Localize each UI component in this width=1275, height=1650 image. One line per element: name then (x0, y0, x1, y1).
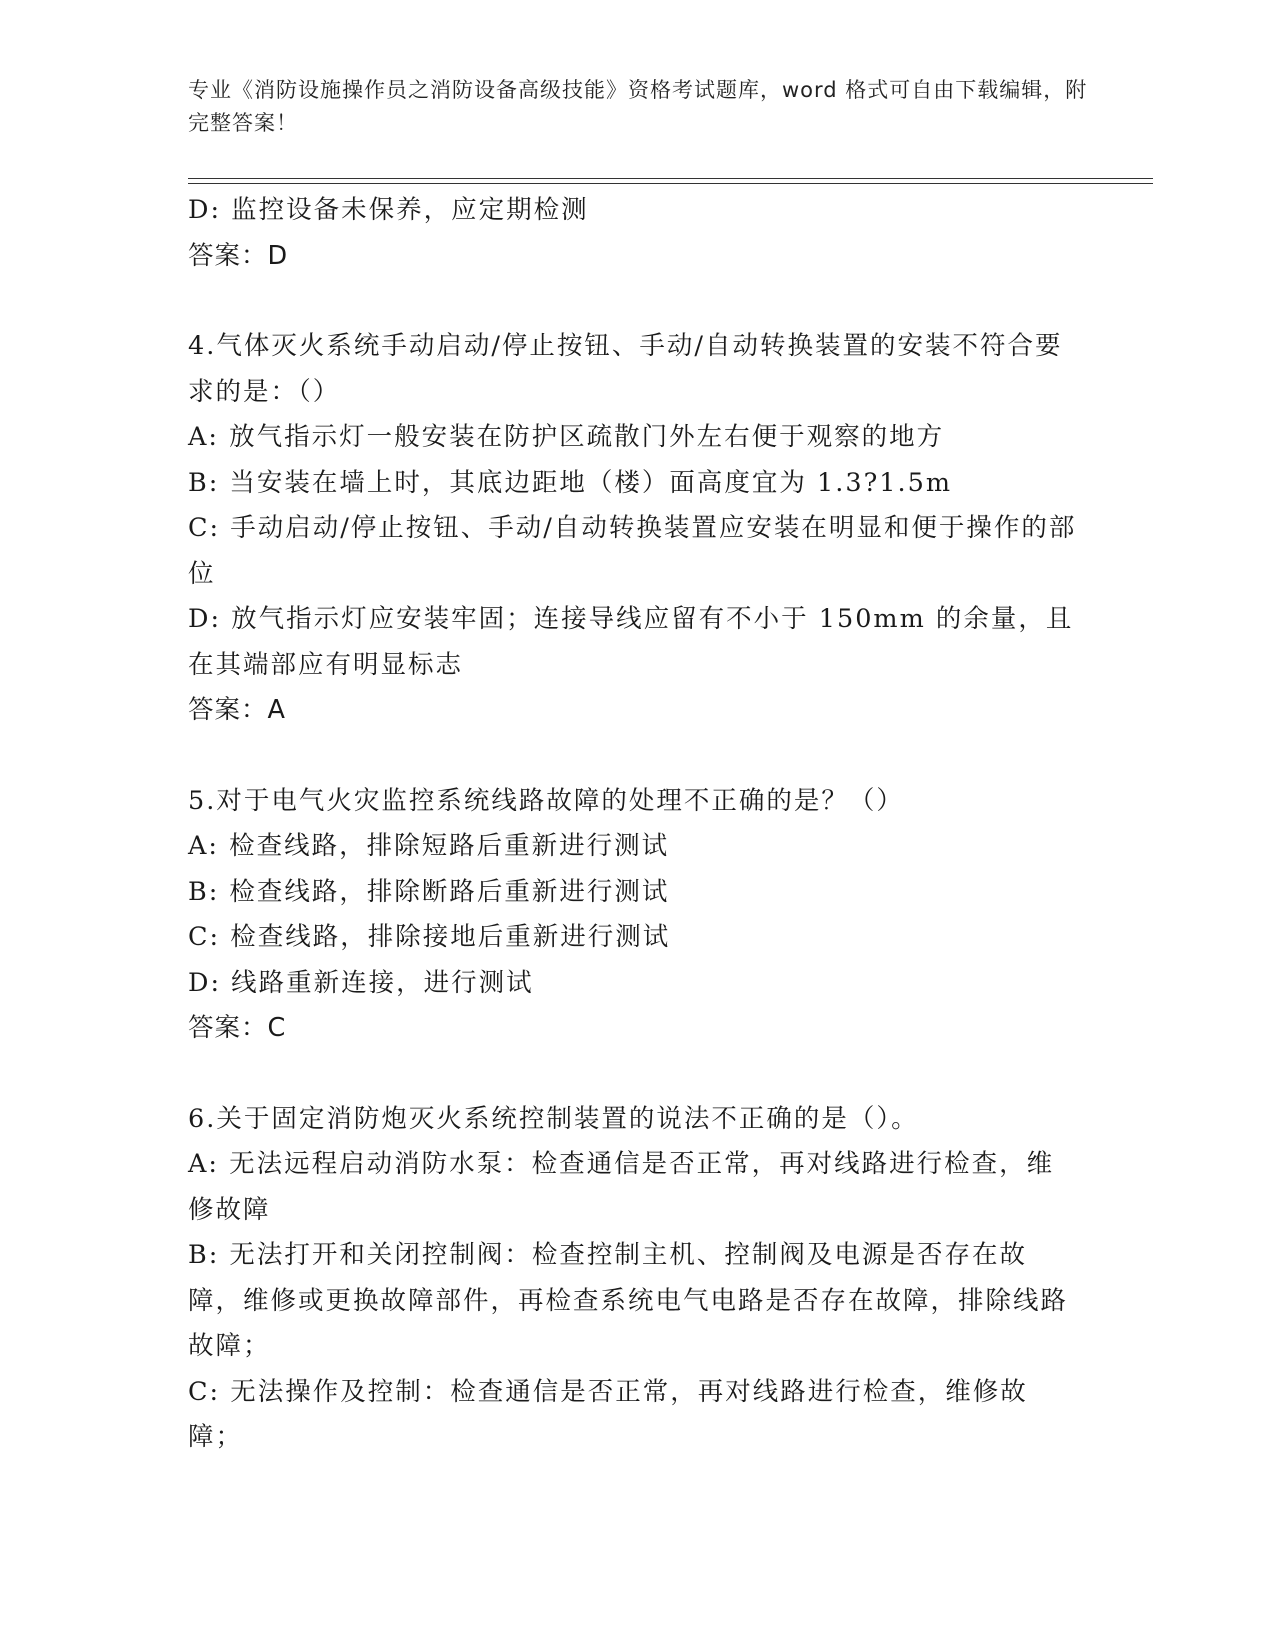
question-option: C: 无法操作及控制：检查通信是否正常，再对线路进行检查，维修故障； (188, 1376, 1028, 1452)
spacer (188, 279, 1078, 324)
question-option: A: 无法远程启动消防水泵：检查通信是否正常，再对线路进行检查，维修故障 (188, 1149, 1055, 1225)
question-content (188, 188, 1078, 1461)
question-option: A: 放气指示灯一般安装在防护区疏散门外左右便于观察的地方 (188, 422, 945, 452)
question-block (188, 1097, 1078, 1461)
question-option: C: 手动启动/停止按钮、手动/自动转换装置应安装在明显和便于操作的部位 (188, 513, 1077, 589)
question-stem: 6.关于固定消防炮灭火系统控制装置的说法不正确的是（）。 (188, 1103, 919, 1134)
spacer (188, 734, 1078, 779)
question-option: A: 检查线路，排除短路后重新进行测试 (188, 831, 670, 861)
question-block (188, 324, 1078, 734)
lead-answer: 答案：D (188, 240, 289, 271)
question-stem: 4.气体灭火系统手动启动/停止按钮、手动/自动转换装置的安装不符合要求的是：（） (188, 331, 1063, 407)
question-option: C: 检查线路，排除接地后重新进行测试 (188, 922, 671, 952)
spacer (188, 1052, 1078, 1097)
lead-option-d: D: 监控设备未保养，应定期检测 (188, 195, 589, 225)
question-answer: 答案：C (188, 1013, 287, 1043)
header-rule-thick (188, 183, 1153, 184)
question-answer: 答案：A (188, 695, 286, 725)
question-option: B: 当安装在墙上时，其底边距地（楼）面高度宜为 1.3?1.5m (188, 467, 953, 498)
question-option: D: 放气指示灯应安装牢固；连接导线应留有不小于 150mm 的余量，且在其端部应有明显标志 (188, 604, 1074, 680)
header-rule-thin (188, 178, 1153, 179)
question-stem: 5.对于电气火灾监控系统线路故障的处理不正确的是？（） (188, 785, 904, 816)
question-option: B: 无法打开和关闭控制阀：检查控制主机、控制阀及电源是否存在故障，维修或更换故障部件，再检查系统电气电路是否存在故障，排除线路故障； (188, 1240, 1069, 1361)
question-block (188, 779, 1078, 1052)
question-option: B: 检查线路，排除断路后重新进行测试 (188, 876, 670, 907)
page-header: 专业《消防设施操作员之消防设备高级技能》资格考试题库，word 格式可自由下载编辑，附完整答案！ (188, 78, 1088, 135)
question-option: D: 线路重新连接，进行测试 (188, 967, 534, 998)
